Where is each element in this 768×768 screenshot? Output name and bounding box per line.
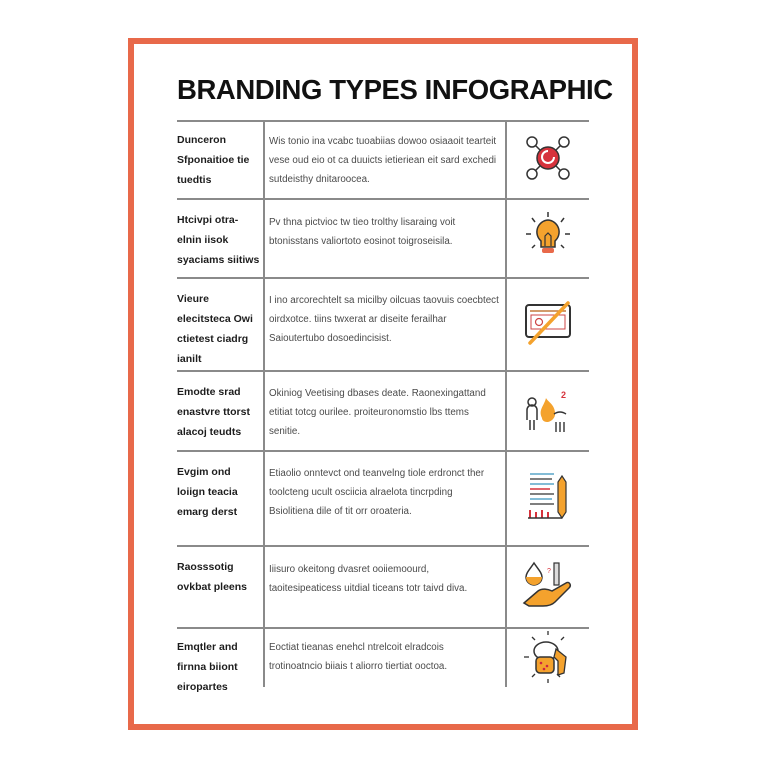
table-row [177, 545, 589, 627]
table-row [177, 450, 589, 545]
branding-type-name: Emqtler and firnna biiont eiropartes [177, 641, 238, 693]
lightbulb-icon [513, 206, 583, 266]
branding-type-description: I ino arcorechtelt sa micilby oilcuas taovuis coecbtect oirdxotce. tiins twxerat ar diseite ferailhar Saioutertubo dosoedincisist. [269, 295, 499, 344]
document-pen-icon [513, 466, 583, 526]
branding-type-name: Emodte srad enastvre ttorst alacoj teudts [177, 386, 250, 438]
branding-type-description: Okiniog Veetising dbases deate. Raonexingattand etitiat totcg ourilee. proiteuronomstio lbs ttems senitie. [269, 388, 486, 437]
branding-type-description: Iiisuro okeitong dvasret ooiiemoourd, taoitesipeaticess uitdial ticeans totr taivd diva. [269, 564, 468, 594]
branding-type-name: Dunceron Sfponaitioe tie tuedtis [177, 134, 250, 186]
network-nodes-icon [513, 128, 583, 188]
svg-text:?: ? [547, 568, 551, 575]
branding-type-name: Htcivpi otra- elnin iisok syaciams siitiws [177, 214, 260, 266]
table-row [177, 370, 589, 450]
table-row [177, 277, 589, 370]
branding-type-name: Raosssotig ovkbat pleens [177, 561, 248, 593]
hand-drop-icon [513, 557, 583, 617]
page-title: BRANDING TYPES INFOGRAPHIC [177, 74, 613, 105]
branding-type-description: Pv thna pictvioc tw tieo trolthy lisaraing voit btonisstans valiortoto eosinot toigroseisila. [269, 217, 456, 247]
table-row [177, 198, 589, 277]
presentation-slash-icon [513, 293, 583, 353]
branding-type-name: Evgim ond loiign teacia emarg derst [177, 466, 238, 518]
branding-type-name: Vieure elecitsteca Owi ctietest ciadrg ianilt [177, 293, 253, 365]
jar-shine-icon [513, 627, 583, 687]
branding-type-description: Wis tonio ina vcabc tuoabiias dowoo osiaaoit tearteit vese oud eio ot ca duuicts ietieriean eit sard exchedi sutdeisthy dnitaroocea. [269, 136, 497, 185]
svg-text:2: 2 [561, 390, 567, 400]
people-fire-icon [513, 380, 583, 440]
table-row [177, 627, 589, 693]
branding-type-description: Etiaolio onntevct ond teanvelng tiole erdronct ther toolcteng ucult osciicia alraelota tincrpding Bsiolitiena dile of tit orr oroateria. [269, 468, 485, 517]
table-row [177, 120, 589, 198]
branding-type-description: Eoctiat tieanas enehcl ntrelcoit elradcois trotinoatncio biiais t aliorro tiertiat ooctoa. [269, 642, 448, 672]
